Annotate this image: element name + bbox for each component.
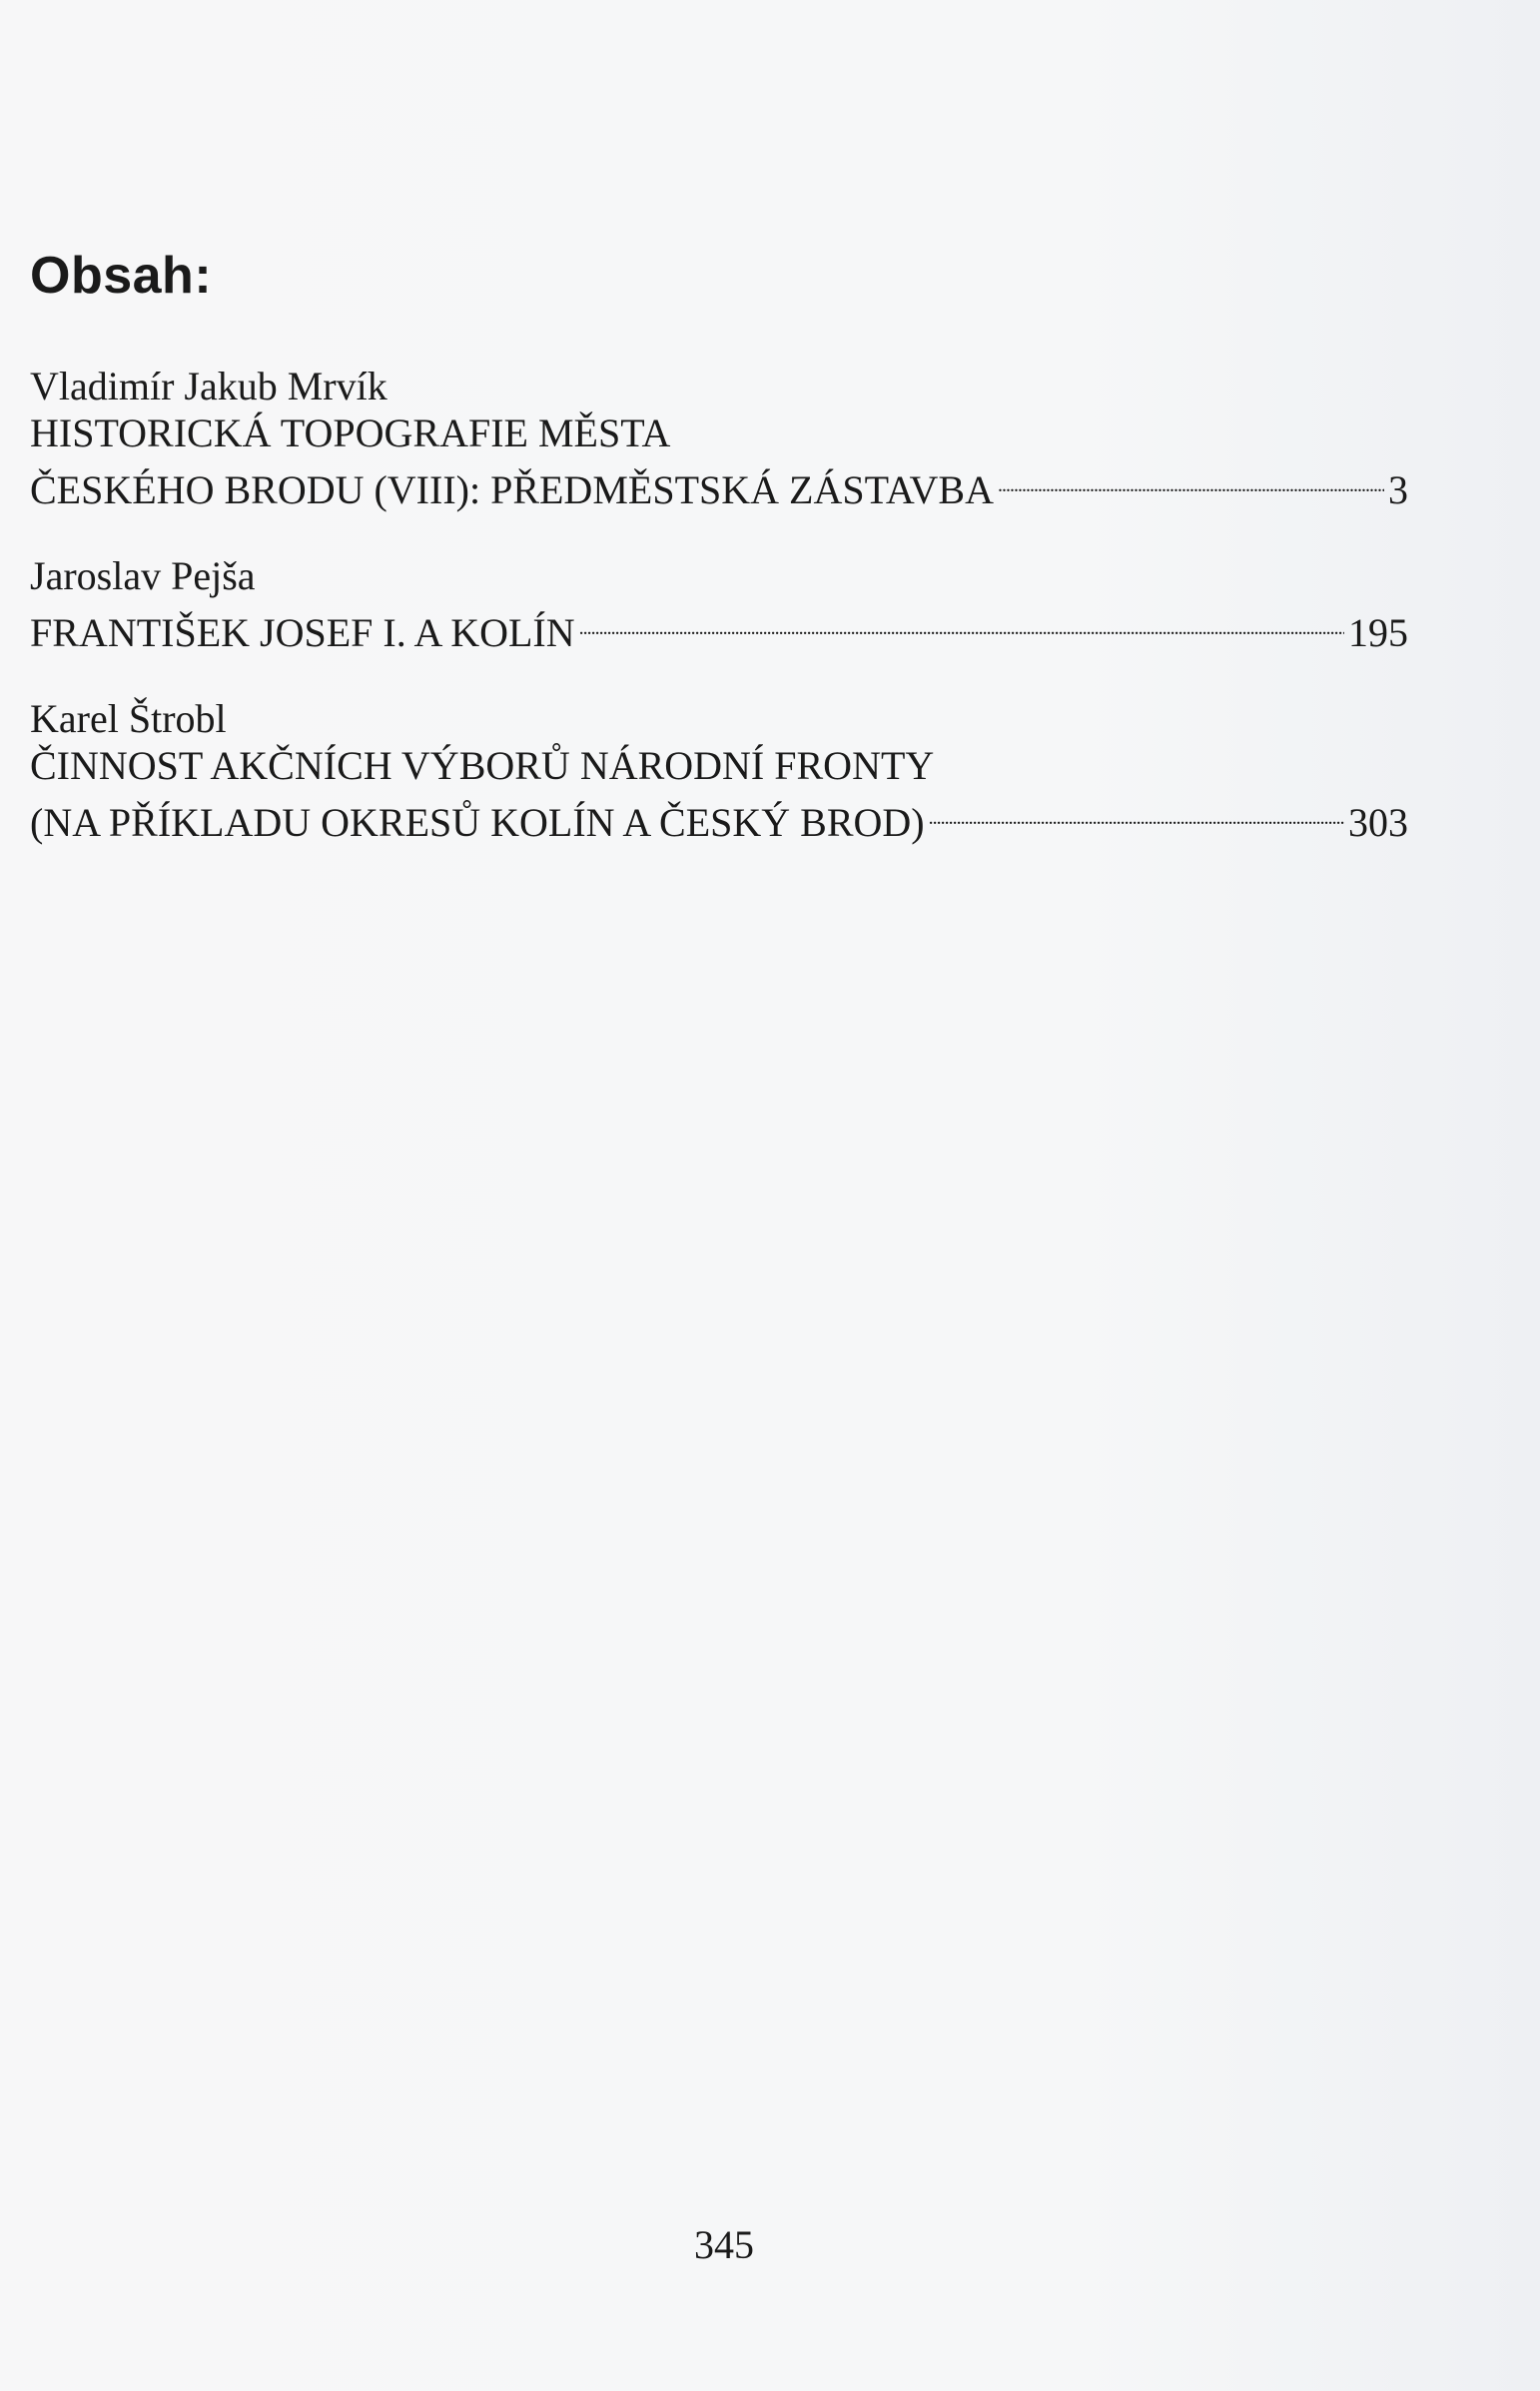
dot-leader bbox=[998, 456, 1384, 503]
page-number: 345 bbox=[694, 2222, 754, 2267]
toc-title-line: FRANTIŠEK JOSEF I. A KOLÍN bbox=[30, 610, 575, 655]
toc-entry-3 bbox=[30, 695, 1408, 845]
toc-page-number: 3 bbox=[1388, 467, 1408, 512]
contents-heading: Obsah: bbox=[30, 247, 213, 305]
toc-author: Jaroslav Pejša bbox=[30, 553, 256, 598]
toc-entry-1 bbox=[30, 363, 1408, 512]
toc-entry-2 bbox=[30, 552, 1408, 655]
dot-leader bbox=[929, 789, 1344, 836]
table-of-contents bbox=[30, 363, 1408, 885]
toc-title-line: (NA PŘÍKLADU OKRESŮ KOLÍN A ČESKÝ BROD) bbox=[30, 800, 925, 845]
toc-title-line: ČESKÉHO BRODU (VIII): PŘEDMĚSTSKÁ ZÁSTAVBA bbox=[30, 467, 994, 512]
toc-title-line: ČINNOST AKČNÍCH VÝBORŮ NÁRODNÍ FRONTY bbox=[30, 743, 935, 788]
toc-author: Vladimír Jakub Mrvík bbox=[30, 364, 387, 408]
toc-title-with-page bbox=[30, 456, 1408, 512]
dot-leader bbox=[579, 599, 1344, 646]
toc-title-with-page bbox=[30, 599, 1408, 655]
toc-page-number: 303 bbox=[1348, 800, 1408, 845]
toc-title-with-page bbox=[30, 789, 1408, 845]
toc-page-number: 195 bbox=[1348, 610, 1408, 655]
toc-title-line: HISTORICKÁ TOPOGRAFIE MĚSTA bbox=[30, 410, 671, 455]
toc-author: Karel Štrobl bbox=[30, 696, 227, 741]
